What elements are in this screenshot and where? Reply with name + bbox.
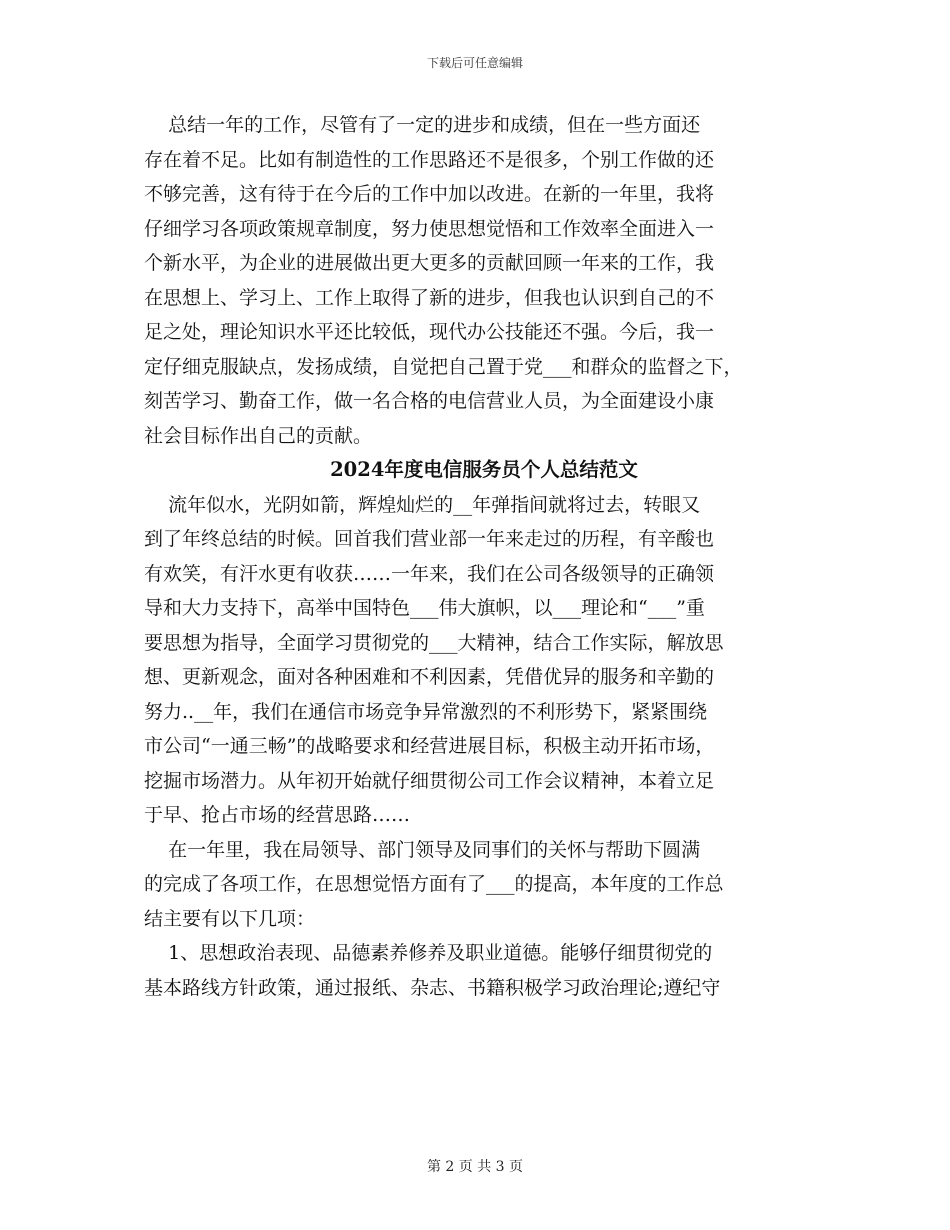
document-body (144, 108, 824, 1005)
text-line: 存在着不足。比如有制造性的工作思路还不是很多，个别工作做的还 (144, 148, 715, 171)
text-line: 1、思想政治表现、品德素养修养及职业道德。能够仔细贯彻党的 (144, 942, 713, 964)
text-line: 足之处，理论知识水平还比较低，现代办公技能还不强。今后，我一 (144, 321, 715, 343)
text-line: 导和大力支持下，高举中国特色___伟大旗帜，以___理论和“___”重 (144, 597, 705, 619)
text-line: 市公司“一通三畅”的战略要求和经营进展目标，积极主动开拓市场， (144, 735, 715, 757)
text-line: 仔细学习各项政策规章制度，努力使思想觉悟和工作效率全面进入一 (144, 217, 715, 240)
text-line: 的完成了各项工作，在思想觉悟方面有了___的提高，本年度的工作总 (144, 873, 724, 895)
text-line: 到了年终总结的时候。回首我们营业部一年来走过的历程，有辛酸也 (144, 528, 715, 550)
text-line: 于早、抢占市场的经营思路…… (144, 804, 411, 826)
text-line: 有欢笑，有汗水更有收获……一年来，我们在公司各级领导的正确领 (144, 562, 715, 585)
text-line: 挖掘市场潜力。从年初开始就仔细贯彻公司工作会议精神，本着立足 (144, 769, 715, 792)
text-line: 要思想为指导，全面学习贯彻党的___大精神，结合工作实际，解放思 (144, 631, 724, 654)
text-line: 总结一年的工作，尽管有了一定的进步和成绩，但在一些方面还 (144, 114, 701, 136)
text-line: 想、更新观念，面对各种困难和不利因素，凭借优异的服务和辛勤的 (144, 666, 715, 688)
section-title: 2024年度电信服务员个人总结范文 (330, 458, 638, 481)
text-line: 在思想上、学习上、工作上取得了新的进步，但我也认识到自己的不 (144, 286, 715, 309)
text-line: 不够完善，这有待于在今后的工作中加以改进。在新的一年里，我将 (144, 183, 715, 205)
text-line: 努力..__年，我们在通信市场竞争异常激烈的不利形势下，紧紧围绕 (144, 700, 708, 723)
text-line: 结主要有以下几项： (144, 907, 316, 930)
text-line: 定仔细克服缺点，发扬成绩，自觉把自己置于党___和群众的监督之下， (144, 355, 743, 378)
page-number: 第 2 页 共 3 页 (426, 1159, 524, 1175)
text-line: 刻苦学习、勤奋工作，做一名合格的电信营业人员，为全面建设小康 (144, 390, 715, 412)
text-line: 基本路线方针政策，通过报纸、杂志、书籍积极学习政治理论;遵纪守 (144, 976, 721, 999)
text-line: 个新水平，为企业的进展做出更大更多的贡献回顾一年来的工作，我 (144, 252, 715, 274)
text-line: 在一年里，我在局领导、部门领导及同事们的关怀与帮助下圆满 (144, 838, 701, 861)
page-header-note: 下载后可任意编辑 (426, 56, 523, 70)
text-line: 流年似水，光阴如箭，辉煌灿烂的__年弹指间就将过去，转眼又 (144, 493, 701, 516)
text-line: 社会目标作出自己的贡献。 (144, 424, 373, 447)
